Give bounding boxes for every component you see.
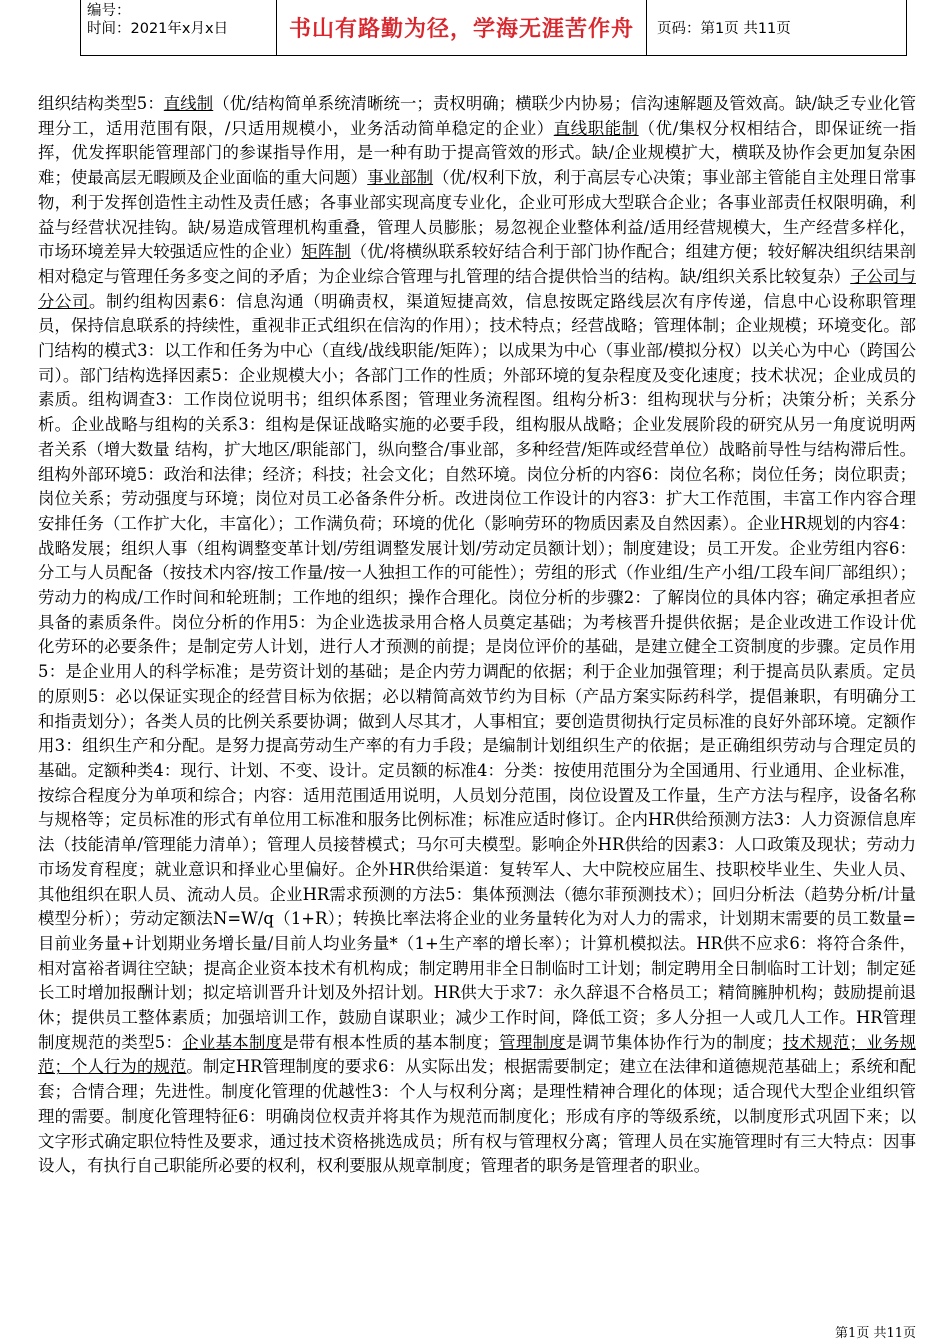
text-run: （优/将横纵联系较好结合利于部门协作配合；组建方便；较好解决组织结果剖相对稳定与管理任务多变之间的矛盾；为企业综合管理与扎管理的结合提供恰当的结构。缺/组织关系比较复杂）: [38, 242, 916, 286]
document-body: [38, 92, 916, 1179]
header-motto: 书山有路勤为径，学海无涯苦作舟: [277, 0, 647, 55]
header-page-label: 页码：第1页 共11页: [657, 21, 791, 37]
term-direct-line: 直线制: [163, 94, 214, 113]
term-line-function: 直线职能制: [553, 118, 639, 138]
text-run: 是调节集体协作行为的制度；: [565, 1032, 783, 1052]
term-matrix: 矩阵制: [301, 242, 351, 262]
text-run: 是带有根本性质的基本制度；: [282, 1032, 499, 1052]
term-division: 事业部制: [367, 168, 434, 188]
body-paragraph: [38, 92, 916, 1179]
term-management-system: 管理制度: [498, 1032, 566, 1052]
text-run: 。制定HR管理制度的要求6：从实际出发；根据需要制定；建立在法律和道德规范基础上；系统和配套；合情合理；先进性。制度化管理的优越性3：个人与权利分离；是理性精神合理化的体现；适合现代大型企业组织管理的需要。制度化管理特征6：明确岗位权责并将其作为规范而制度化；形成有序的等级系统，以制度形式巩固下来；以文字形式确定职位特性及要求，通过技术资格挑选成员；所有权与管理权分离；管理人员在实施管理时有三大特点：因事设人，有执行自己职能所必要的权利，权利要服从规章制度；管理者的职务是管理者的职业。: [38, 1057, 917, 1176]
text-run: 组织结构类型5：: [38, 94, 164, 113]
text-run: （优/结构简单系统清晰统一；责权明确；横联少内协易；信沟速解题及管效高。缺/缺乏专业化管理分工，适用范围有限，/只适用规模小，业务活动简单稳定的企业）: [38, 94, 916, 138]
page-footer: 第1页 共11页: [835, 1326, 916, 1341]
header-meta: [81, 0, 277, 55]
text-run: 。制约组构因素6：信息沟通（明确责权，渠道短捷高效，信息按既定路线层次有序传递，信息中心设称职管理员，保持信息联系的持续性，重视非正式组织在信沟的作用）；技术特点；经营战略；管理体制；企业规模；环境变化。部门结构的模式3：以工作和任务为中心（直线/战线职能/矩阵）；以成果为中心（事业部/模拟分权）以关心为中心（跨国公司）。部门结构选择因素5：企业规模大小；各部门工作的性质；外部环境的复杂程度及变化速度；技术状况；企业成员的素质。组构调查3：工作岗位说明书；组织体系图；管理业务流程图。组构分析3：组构现状与分析；决策分析；关系分析。企业战略与组构的关系3：组构是保证战略实施的必要手段，组构服从战略；企业发展阶段的研究从另一角度说明两者关系（增大数量 结构，扩大地区/职能部门，纵向整合/事业部，多种经营/矩阵或经营单位）战略前导性与结构滞后性。组构外部环境5：政治和法律；经济；科技；社会文化；自然环境。岗位分析的内容6：岗位名称；岗位任务；岗位职责；岗位关系；劳动强度与环境；岗位对员工必备条件分析。改进岗位工作设计的内容3：扩大工作范围，丰富工作内容合理安排任务（工作扩大化，丰富化）；工作满负荷；环境的优化（影响劳环的物质因素及自然因素）。企业HR规划的内容4：战略发展；组织人事（组构调整变革计划/劳组调整发展计划/劳动定员额计划）；制度建设；员工开发。企业劳组内容6：分工与人员配备（按技术内容/按工作量/按一人独担工作的可能性）；劳组的形式（作业组/生产小组/工段车间厂部组织）；劳动力的构成/工作时间和轮班制；工作地的组织；操作合理化。岗位分析的步骤2：了解岗位的具体内容；确定承担者应具备的素质条件。岗位分析的作用5：为企业选拔录用合格人员奠定基础；为考核晋升提供依据；是企业改进工作设计优化劳环的必要条件；是制定劳人计划，进行人才预测的前提；是岗位评价的基础，是建立健全工资制度的步骤。定员作用5：是企业用人的科学标准；是劳资计划的基础；是企内劳力调配的依据；利于企业加强管理；利于提高员队素质。定员的原则5：必以保证实现企的经营目标为依据；必以精简高效节约为目标（产品方案实际药科学，提倡兼职，有明确分工和指责划分）；各类人员的比例关系要协调；做到人尽其才，人事相宜；要创造贯彻执行定员标准的良好外部环境。定额作用3：组织生产和分配。是努力提高劳动生产率的有力手段；是编制计划组织生产的依据；是正确组织劳动与合理定员的基础。定额种类4：现行、计划、不变、设计。定员额的标准4：分类：按使用范围分为全国通用、行业通用、企业标准，按综合程度分为单项和综合；内容：适用范围适用说明，人员划分范围，岗位设置及工作量，生产方法与程序，设备名称与规格等；定员标准的形式有单位用工标准和服务比例标准；标准应适时修订。企内HR供给预测方法3：人力资源信息库法（技能清单/管理能力清单）；管理人员接替模式；马尔可夫模型。影响企外HR供给的因素3：人口政策及现状；劳动力市场发育程度；就业意识和择业心里偏好。企外HR供给渠道：复转军人、大中院校应届生、技职校毕业生、失业人员、其他组织在职人员、流动人员。企业HR需求预测的方法5：集体预测法（德尔菲预测技术）；回归分析法（趋势分析/计量模型分析）；劳动定额法N=W/q（1+R）；转换比率法将企业的业务量转化为对人力的需求，计划期末需要的员工数量=目前业务量+计划期业务增长量/目前人均业务量*（1+生产率的增长率）；计算机模拟法。HR供不应求6：将符合条件，相对富裕者调往空缺；提高企业资本技术有机构成；制定聘用非全日制临时工计划；制定聘用全日制临时工计划；制定延长工时增加报酬计划；拟定培训晋升计划及外招计划。HR供大于求7：永久辞退不合格员工；精简臃肿机构；鼓励提前退休；提供员工整体素质；加强培训工作，鼓励自谋职业；减少工作时间，降低工资；多人分担一人或几人工作。HR管理制度规范的类型5：: [38, 291, 917, 1052]
number-label: 编号：: [87, 3, 131, 19]
term-subsidiary: 子公司与分公司: [38, 266, 916, 311]
text-run: （优/权利下放，利于高层专心决策；事业部主管能自主处理日常事物，利于发挥创造性主动性及责任感；各事业部实现高度专业化，企业可形成大型联合企业；各事业部责任权限明确，利益与经营状况挂钩。缺/易造成管理机构重叠，管理人员膨胀；易忽视企业整体利益/适用经营规模大，生产经营多样化，市场环境差异大较强适应性的企业）: [38, 168, 917, 262]
text-run: （优/集权分权相结合，即保证统一指挥，优发挥职能管理部门的参谋指导作用，是一种有助于提高管效的形式。缺/企业规模扩大，横联及协作会更加复杂困难；使最高层无暇顾及企业面临的重大问题）: [38, 118, 916, 188]
time-label: 时间：2021年x月x日: [87, 21, 229, 37]
term-norms: 技术规范；业务规范；个人行为的规范: [38, 1032, 917, 1077]
term-basic-system: 企业基本制度: [182, 1032, 283, 1052]
page-header: [80, 0, 907, 56]
